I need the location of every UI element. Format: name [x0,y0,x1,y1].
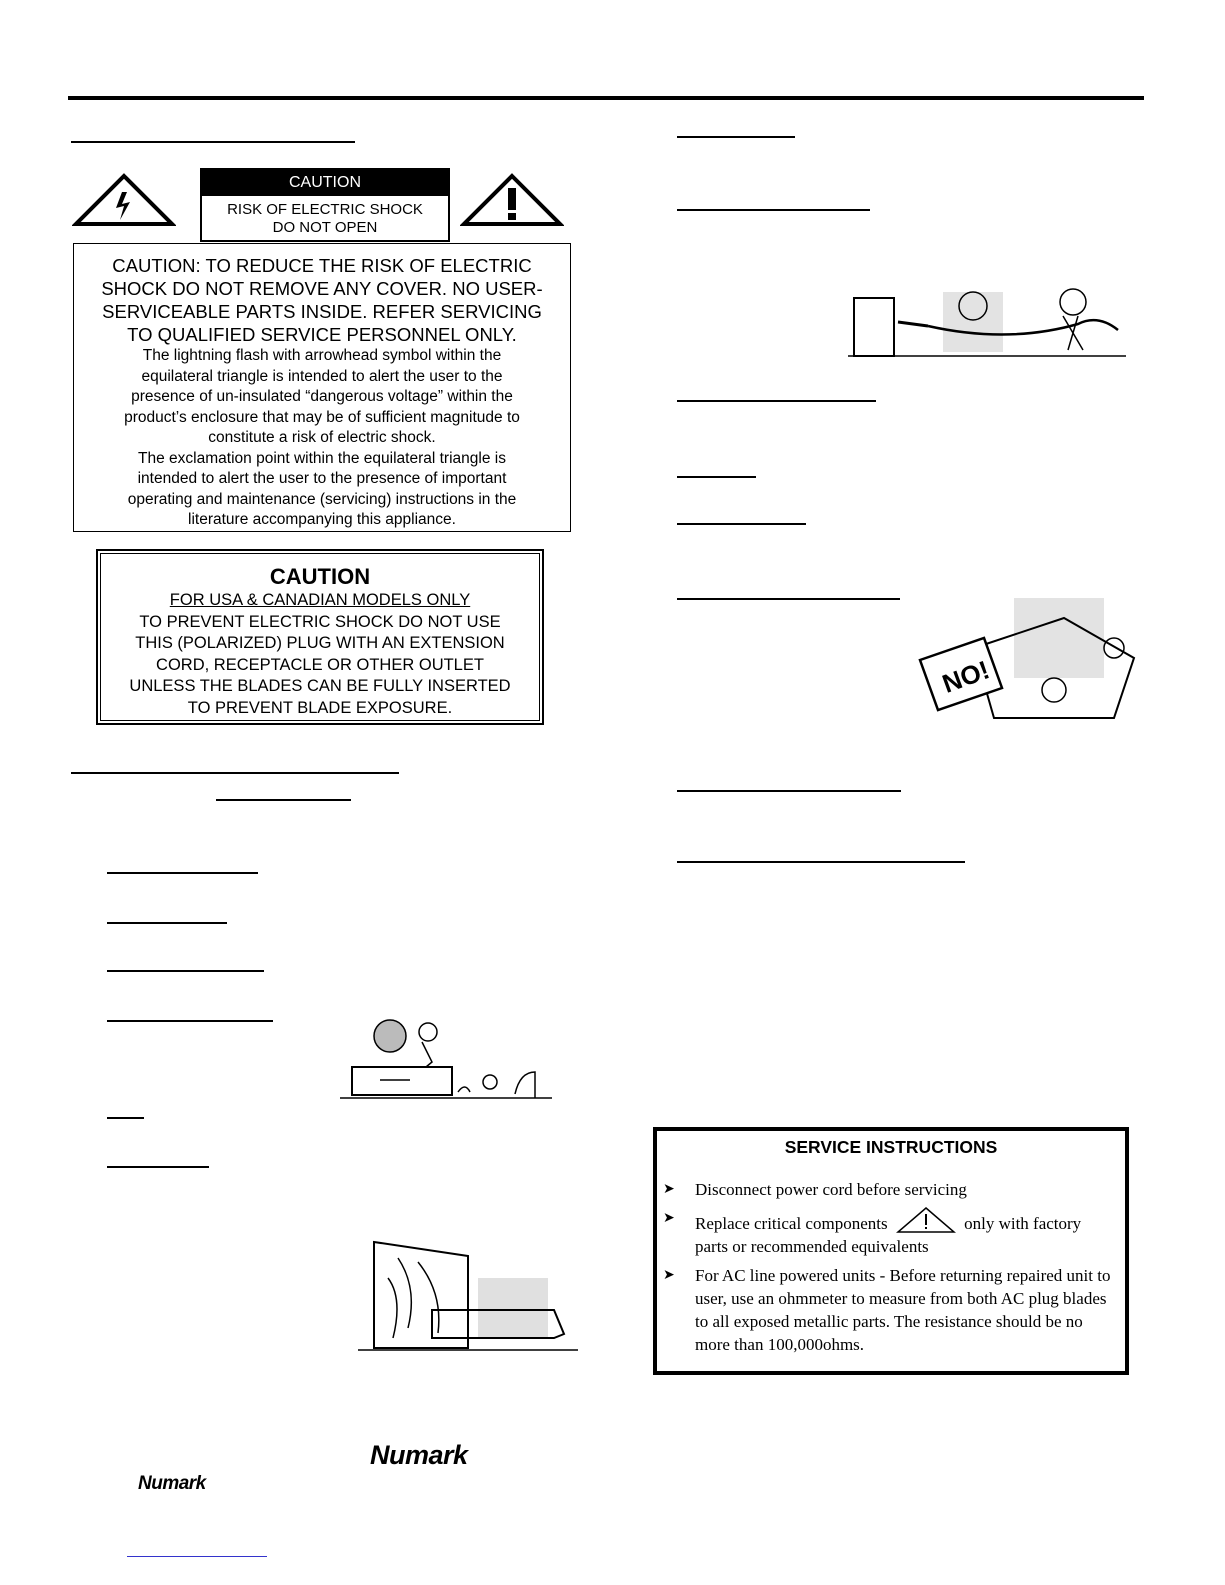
warning-detail-line: operating and maintenance (servicing) instructions in the [127,490,517,508]
warning-detail-line: The exclamation point within the equilateral triangle is [138,449,506,467]
service-item: ➤ Replace critical components only with factory parts or recommended equivalents [657,1207,1125,1258]
item-heading-underline [107,1117,144,1119]
arrow-bullet-icon: ➤ [663,1268,675,1283]
plug-caution-line: TO PREVENT ELECTRIC SHOCK DO NOT USE [139,612,501,631]
item-heading-underline [107,1020,273,1022]
lightning-warning-icon [72,172,176,228]
section-heading-underline [71,141,355,143]
svg-text:NO!: NO! [938,654,994,699]
power-cord-illustration [848,284,1126,360]
plug-caution-line: CORD, RECEPTACLE OR OTHER OUTLET [156,655,484,674]
item-heading-underline [107,970,264,972]
plug-caution-title: CAUTION [269,564,371,589]
warning-detail-line: literature accompanying this appliance. [188,511,456,528]
item-heading-underline [677,523,806,525]
exclamation-triangle-icon [896,1207,956,1233]
item-heading-underline [107,872,258,874]
heat-hazard-illustration [358,1238,578,1358]
plug-caution-line: UNLESS THE BLADES CAN BE FULLY INSERTED [129,677,511,695]
caution-label-line1: RISK OF ELECTRIC SHOCK [227,201,423,218]
item-heading-underline [107,1166,209,1168]
link-underline[interactable] [127,1556,267,1557]
shock-warning-box [73,243,571,532]
top-rule [68,96,1144,100]
service-item: ➤ For AC line powered units - Before returning repaired unit to user, use an ohmmeter to measure from both AC plug blades to all exposed metallic parts. The resistance should be no more than 100,000ohms. [663,1266,1111,1354]
warning-detail-line: equilateral triangle is intended to alert the user to the [141,367,503,385]
warning-detail-line: product’s enclosure that may be of sufficient magnitude to [124,408,520,426]
item-heading-underline [677,136,795,138]
item-heading-underline [677,790,901,792]
item-heading-underline [677,476,756,478]
warning-line: CAUTION: TO REDUCE THE RISK OF ELECTRIC [112,255,532,276]
numark-logo-small: Numark [138,1473,206,1494]
numark-logo: Numark [370,1440,468,1470]
arrow-bullet-icon: ➤ [663,1182,675,1197]
item-heading-underline [677,598,900,600]
plug-caution-subtitle: FOR USA & CANADIAN MODELS ONLY [169,591,471,609]
caution-label [200,168,450,242]
service-item: ➤ Disconnect power cord before servicing [663,1180,967,1199]
item-heading-underline [677,861,965,863]
warning-detail-line: The lightning flash with arrowhead symbol within the [142,347,502,364]
item-heading-underline [677,209,870,211]
plug-caution-box [96,549,544,725]
warning-line: TO QUALIFIED SERVICE PERSONNEL ONLY. [127,324,517,345]
service-instructions-title: SERVICE INSTRUCTIONS [784,1137,998,1157]
no-sign-illustration [914,598,1140,728]
item-heading-underline [107,922,227,924]
warning-detail-line: presence of un-insulated “dangerous voltage” within the [131,388,513,405]
service-instructions-box [653,1127,1129,1375]
plug-caution-line: TO PREVENT BLADE EXPOSURE. [187,698,453,717]
warning-detail-line: intended to alert the user to the presence of important [137,470,507,487]
caution-label-title: CAUTION [202,170,448,196]
caution-label-line2: DO NOT OPEN [272,219,378,236]
warning-line: SHOCK DO NOT REMOVE ANY COVER. NO USER- [101,278,543,299]
water-hazard-illustration [340,1012,552,1102]
heading-underline [216,799,351,801]
plug-caution-line: THIS (POLARIZED) PLUG WITH AN EXTENSION [135,634,505,652]
exclamation-warning-icon [460,172,564,228]
item-heading-underline [677,400,876,402]
warning-detail-line: constitute a risk of electric shock. [208,429,436,446]
section-heading-underline [71,772,399,774]
warning-line: SERVICEABLE PARTS INSIDE. REFER SERVICING [102,301,542,322]
arrow-bullet-icon: ➤ [663,1211,675,1226]
